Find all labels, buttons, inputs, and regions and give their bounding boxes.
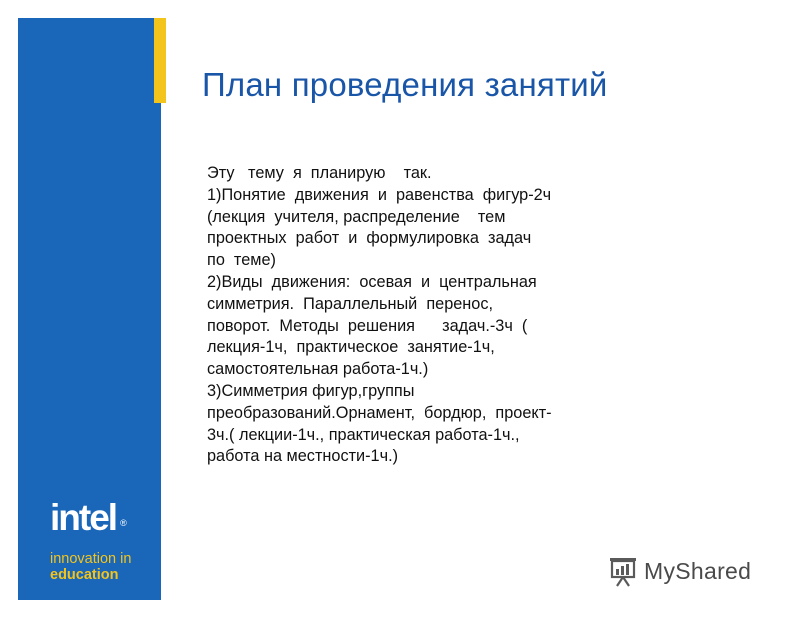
body-line: 2)Виды движения: осевая и центральная bbox=[207, 272, 537, 291]
slide-body bbox=[207, 163, 627, 468]
body-line: симметрия. Параллельный перенос, bbox=[207, 294, 494, 313]
body-line: (лекция учителя, распределение тем bbox=[207, 207, 506, 226]
intel-logo bbox=[50, 498, 160, 543]
body-line: самостоятельная работа-1ч.) bbox=[207, 360, 429, 379]
body-line: 3)Симметрия фигур,группы bbox=[207, 381, 415, 400]
body-line: по теме) bbox=[207, 251, 276, 270]
body-line: Эту тему я планирую так. bbox=[207, 164, 432, 182]
presentation-board-icon bbox=[608, 555, 638, 587]
slide-title: План проведения занятий bbox=[202, 66, 608, 103]
body-line: 1)Понятие движения и равенства фигур-2ч bbox=[207, 185, 552, 204]
intel-education-logo bbox=[50, 498, 160, 583]
intel-logo-text: intel bbox=[50, 497, 117, 538]
registered-mark: ® bbox=[120, 518, 127, 528]
body-line: проектных работ и формулировка задач bbox=[207, 229, 532, 248]
tagline-line-1: innovation in bbox=[50, 551, 132, 567]
tagline-line-2: education bbox=[50, 567, 119, 583]
myshared-text: MyShared bbox=[644, 557, 752, 584]
body-line: 3ч.( лекции-1ч., практическая работа-1ч., bbox=[207, 425, 520, 444]
body-line: преобразований.Орнамент, бордюр, проект- bbox=[207, 403, 552, 422]
body-line: лекция-1ч, практическое занятие-1ч, bbox=[207, 338, 495, 357]
yellow-accent-bar bbox=[154, 18, 166, 103]
myshared-watermark bbox=[608, 553, 751, 589]
body-line: поворот. Методы решения задач.-3ч ( bbox=[207, 316, 528, 335]
body-line: работа на местности-1ч.) bbox=[207, 447, 399, 466]
